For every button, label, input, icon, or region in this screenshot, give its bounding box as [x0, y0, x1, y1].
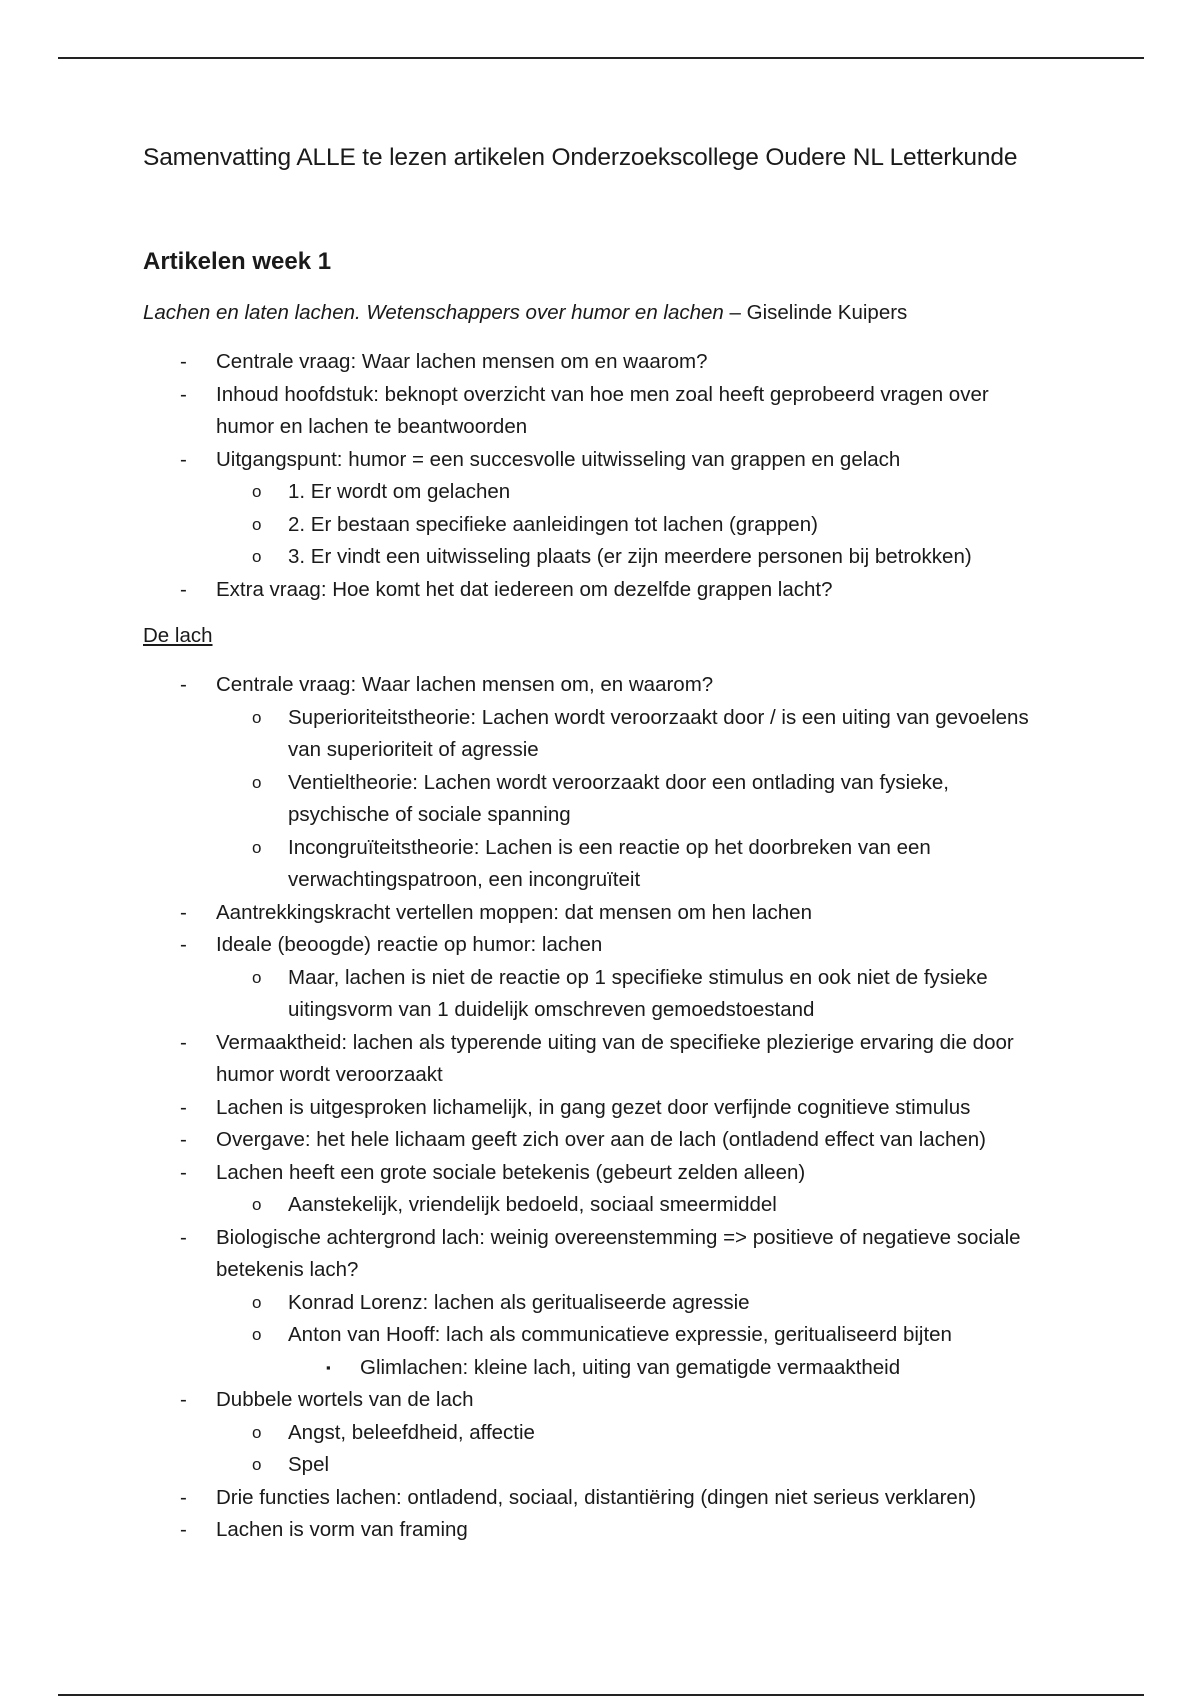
list-item [0, 1157, 1036, 1190]
list-item-text: Drie functies lachen: ontladend, sociaal, distantiëring (dingen niet serieus verklaren) [216, 1485, 977, 1509]
list-item [0, 1124, 1036, 1157]
list-item-text: Centrale vraag: Waar lachen mensen om en waarom? [216, 350, 708, 373]
bullet-marker-level-1: - [180, 1388, 187, 1411]
list-item [0, 669, 1036, 702]
list-item [0, 379, 1036, 444]
bullet-marker-level-2: o [252, 1455, 262, 1474]
bullet-marker-level-1: - [180, 350, 187, 373]
list-item [0, 1482, 1036, 1515]
bullet-marker-level-1: - [180, 1030, 187, 1054]
list-item [0, 832, 1048, 897]
source-author: Giselinde Kuipers [746, 301, 908, 324]
top-rule [58, 57, 1144, 59]
source-separator: – [723, 301, 747, 324]
list-item-text: Spel [288, 1453, 330, 1476]
list-item [0, 1287, 1048, 1320]
list-item [0, 1514, 1036, 1547]
list-item-text: Dubbele wortels van de lach [216, 1388, 474, 1411]
list-item [0, 929, 1036, 962]
list-item [0, 574, 1036, 607]
list-item-text: Inhoud hoofdstuk: beknopt overzicht van hoe men zoal heeft geprobeerd vragen over humor en lachen te beantwoorden [216, 382, 989, 438]
bullet-marker-level-2: o [252, 547, 262, 566]
list-item-text: Centrale vraag: Waar lachen mensen om, en waarom? [216, 673, 714, 696]
bullet-marker-level-2: o [252, 482, 262, 501]
list-item-text: Overgave: het hele lichaam geeft zich over aan de lach (ontladend effect van lachen) [216, 1128, 986, 1151]
list-item [0, 541, 1048, 574]
list-item [0, 897, 1036, 930]
list-item [0, 476, 1048, 509]
list-item [0, 509, 1048, 542]
intro-bullet-list [0, 346, 1048, 606]
list-item-text: 2. Er bestaan specifieke aanleidingen tot lachen (grappen) [288, 512, 818, 536]
list-item [0, 702, 1048, 767]
list-item [0, 1027, 1036, 1092]
list-item [0, 962, 1048, 1027]
list-item [0, 444, 1036, 477]
subheading-de-lach: De lach [143, 624, 213, 647]
document-title: Samenvatting ALLE te lezen artikelen Onderzoekscollege Oudere NL Letterkunde [143, 144, 1018, 171]
list-item [0, 1319, 1048, 1352]
list-item-text: Angst, beleefdheid, affectie [288, 1420, 535, 1444]
list-item-text: 3. Er vindt een uitwisseling plaats (er zijn meerdere personen bij betrokken) [288, 545, 972, 568]
bullet-marker-level-2: o [252, 772, 262, 792]
list-item-text: Incongruïteitstheorie: Lachen is een reactie op het doorbreken van een verwachtingspatroon, een incongruïteit [288, 835, 931, 891]
list-item-text: Lachen is uitgesproken lichamelijk, in gang gezet door verfijnde cognitieve stimulus [216, 1095, 971, 1119]
bullet-marker-level-1: - [180, 1225, 187, 1249]
list-item [0, 1449, 1048, 1482]
list-item-text: Ideale (beoogde) reactie op humor: lachen [216, 933, 603, 956]
list-item-text: Glimlachen: kleine lach, uiting van gematigde vermaaktheid [360, 1355, 901, 1379]
list-item [0, 346, 1036, 379]
bullet-marker-level-3: ▪ [326, 1359, 331, 1375]
list-item-text: Uitgangspunt: humor = een succesvolle uitwisseling van grappen en gelach [216, 447, 901, 471]
list-item-text: Aanstekelijk, vriendelijk bedoeld, sociaal smeermiddel [288, 1193, 777, 1216]
bullet-marker-level-2: o [252, 967, 262, 987]
list-item-text: Vermaaktheid: lachen als typerende uiting van de specifieke plezierige ervaring die door humor wordt veroorzaakt [216, 1030, 1014, 1086]
bullet-marker-level-1: - [180, 933, 187, 956]
list-item-text: Extra vraag: Hoe komt het dat iedereen om dezelfde grappen lacht? [216, 577, 833, 601]
bullet-marker-level-1: - [180, 447, 187, 471]
list-item-text: Lachen is vorm van framing [216, 1518, 468, 1541]
list-item [0, 1417, 1048, 1450]
bullet-marker-level-2: o [252, 514, 262, 534]
bottom-rule [58, 1694, 1144, 1696]
list-item [0, 1352, 1060, 1385]
bullet-marker-level-1: - [180, 577, 187, 601]
source-title: Lachen en laten lachen. Wetenschappers over humor en lachen [143, 301, 724, 324]
list-item-text: Superioriteitstheorie: Lachen wordt veroorzaakt door / is een uiting van gevoelens van superioriteit of agressie [288, 705, 1029, 761]
list-item-text: Konrad Lorenz: lachen als geritualiseerde agressie [288, 1290, 750, 1314]
list-item-text: Anton van Hooff: lach als communicatieve expressie, geritualiseerd bijten [288, 1323, 952, 1346]
bullet-marker-level-2: o [252, 1325, 262, 1344]
list-item [0, 1189, 1048, 1222]
section-heading: Artikelen week 1 [143, 248, 332, 275]
bullet-marker-level-1: - [180, 1095, 187, 1119]
bullet-marker-level-1: - [180, 1160, 187, 1184]
list-item-text: Biologische achtergrond lach: weinig overeenstemming => positieve of negatieve sociale betekenis lach? [216, 1225, 1021, 1281]
list-item-text: Lachen heeft een grote sociale betekenis (gebeurt zelden alleen) [216, 1160, 806, 1184]
bullet-marker-level-2: o [252, 707, 262, 727]
bullet-marker-level-1: - [180, 1518, 187, 1541]
bullet-marker-level-1: - [180, 1128, 187, 1151]
list-item-text: Aantrekkingskracht vertellen moppen: dat mensen om hen lachen [216, 900, 812, 924]
bullet-marker-level-2: o [252, 837, 262, 857]
source-line [143, 301, 907, 325]
bullet-marker-level-1: - [180, 900, 187, 924]
bullet-marker-level-2: o [252, 1292, 262, 1312]
list-item [0, 767, 1048, 832]
bullet-marker-level-1: - [180, 1485, 187, 1509]
bullet-marker-level-2: o [252, 1422, 262, 1442]
bullet-marker-level-1: - [180, 382, 187, 406]
bullet-marker-level-1: - [180, 673, 187, 696]
list-item-text: Ventieltheorie: Lachen wordt veroorzaakt door een ontlading van fysieke, psychische of sociale spanning [288, 770, 949, 826]
de-lach-bullet-list [0, 669, 1060, 1547]
bullet-marker-level-2: o [252, 1195, 262, 1214]
list-item-text: Maar, lachen is niet de reactie op 1 specifieke stimulus en ook niet de fysieke uitingsvorm van 1 duidelijk omschreven gemoedstoestand [288, 965, 988, 1021]
list-item [0, 1222, 1036, 1287]
list-item-text: 1. Er wordt om gelachen [288, 480, 511, 503]
list-item [0, 1384, 1036, 1417]
list-item [0, 1092, 1036, 1125]
